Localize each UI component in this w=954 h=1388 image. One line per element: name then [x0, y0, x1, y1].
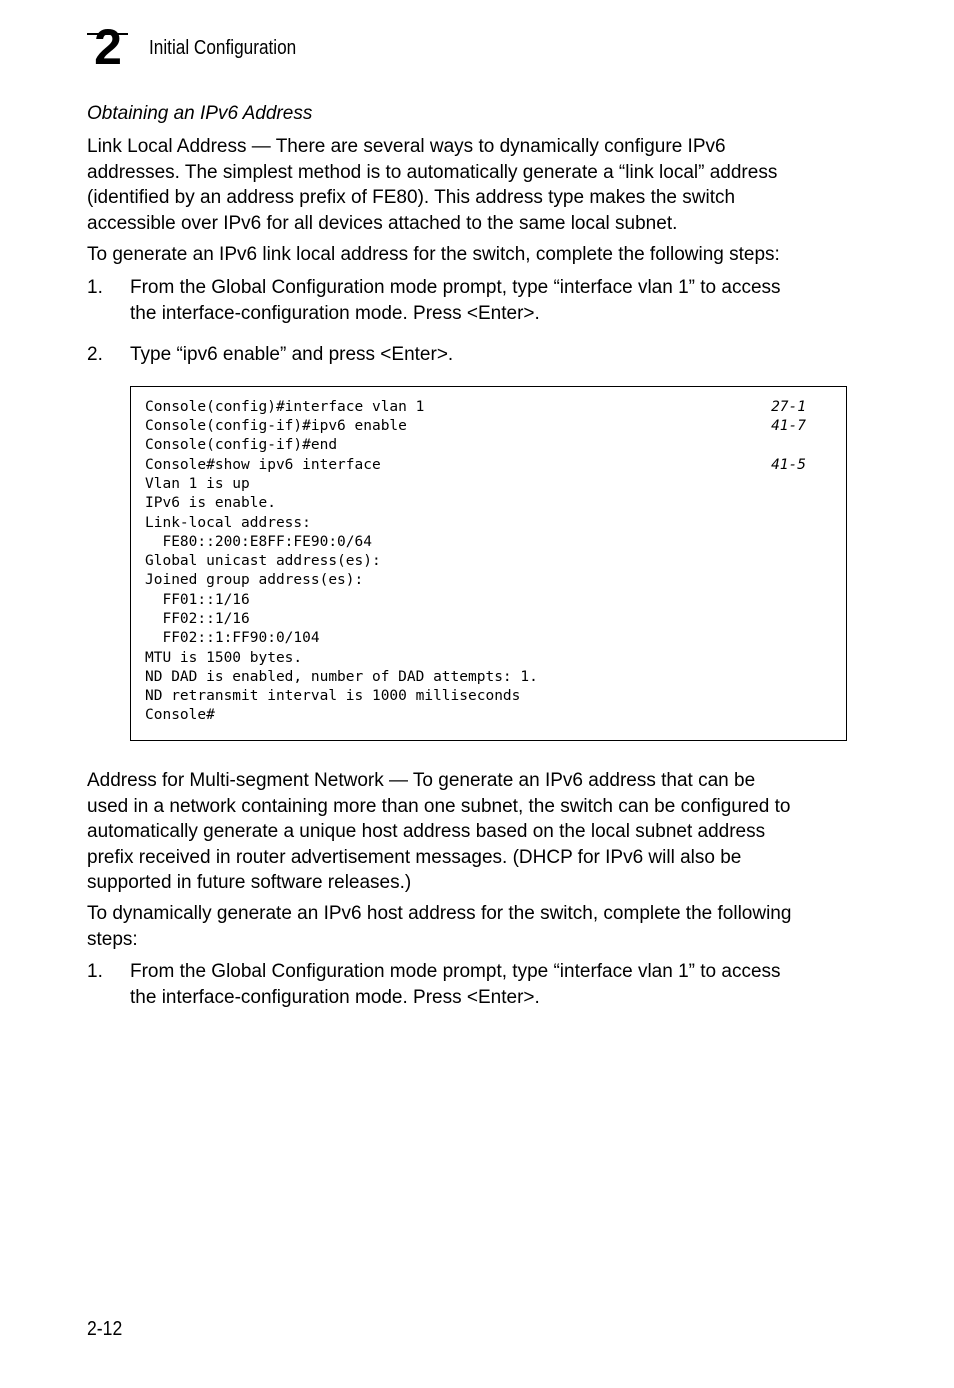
page-number: 2-12 [87, 1318, 123, 1340]
step-line: Type “ipv6 enable” and press <Enter>. [130, 344, 454, 365]
paragraph-line: addresses. The simplest method is to automatically generate a “link local” address [87, 161, 778, 183]
link-local-intro: To generate an IPv6 link local address for the switch, complete the following steps: [87, 244, 780, 265]
step-number: 1. [87, 277, 103, 298]
paragraph-line: To dynamically generate an IPv6 host address for the switch, complete the following [87, 903, 792, 924]
console-line: FF01::1/16 [145, 592, 250, 608]
link-local-paragraph [87, 134, 847, 236]
step-line: From the Global Configuration mode prompt, type “interface vlan 1” to access [130, 277, 781, 298]
step-line: the interface-configuration mode. Press <Enter>. [130, 986, 540, 1008]
console-line: Console#show ipv6 interface [145, 457, 381, 473]
console-line: Console# [145, 707, 215, 723]
paragraph-line: supported in future software releases.) [87, 872, 412, 893]
console-line: IPv6 is enable. [145, 495, 276, 511]
paragraph-line: steps: [87, 928, 138, 950]
section-heading: Obtaining an IPv6 Address [87, 103, 313, 124]
command-page-reference: 41-7 [771, 418, 806, 434]
console-line: Global unicast address(es): [145, 553, 381, 569]
step-number: 2. [87, 344, 103, 365]
multi-segment-paragraph [87, 768, 847, 896]
step-number: 1. [87, 961, 103, 982]
console-example-box [130, 386, 847, 741]
paragraph-line: Link Local Address — There are several ways to dynamically configure IPv6 [87, 136, 726, 157]
command-page-reference: 41-5 [771, 457, 806, 473]
step-line: From the Global Configuration mode prompt, type “interface vlan 1” to access [130, 961, 781, 982]
console-line: ND DAD is enabled, number of DAD attempts: 1. [145, 669, 538, 685]
multi-segment-intro [87, 901, 847, 952]
console-line: FE80::200:E8FF:FE90:0/64 [145, 534, 372, 550]
console-line: FF02::1:FF90:0/104 [145, 630, 320, 646]
paragraph-line: used in a network containing more than one subnet, the switch can be configured to [87, 795, 791, 817]
console-line: ND retransmit interval is 1000 milliseconds [145, 688, 521, 704]
paragraph-line: automatically generate a unique host address based on the local subnet address [87, 821, 766, 842]
console-line: MTU is 1500 bytes. [145, 650, 303, 666]
running-header-title: Initial Configuration [149, 37, 297, 59]
console-line: Vlan 1 is up [145, 476, 250, 492]
console-line: Console(config)#interface vlan 1 [145, 399, 425, 415]
console-line: Link-local address: [145, 515, 311, 531]
paragraph-line: prefix received in router advertisement messages. (DHCP for IPv6 will also be [87, 846, 742, 868]
command-page-reference: 27-1 [771, 399, 806, 415]
console-line: Console(config-if)#ipv6 enable [145, 418, 407, 434]
console-line: FF02::1/16 [145, 611, 250, 627]
paragraph-line: Address for Multi-segment Network — To generate an IPv6 address that can be [87, 770, 756, 791]
paragraph-line: (identified by an address prefix of FE80). This address type makes the switch [87, 187, 736, 208]
chapter-number: 2 [94, 19, 121, 75]
console-line: Console(config-if)#end [145, 437, 338, 453]
console-line: Joined group address(es): [145, 572, 364, 588]
paragraph-line: accessible over IPv6 for all devices attached to the same local subnet. [87, 212, 678, 234]
step-line: the interface-configuration mode. Press <Enter>. [130, 302, 540, 324]
